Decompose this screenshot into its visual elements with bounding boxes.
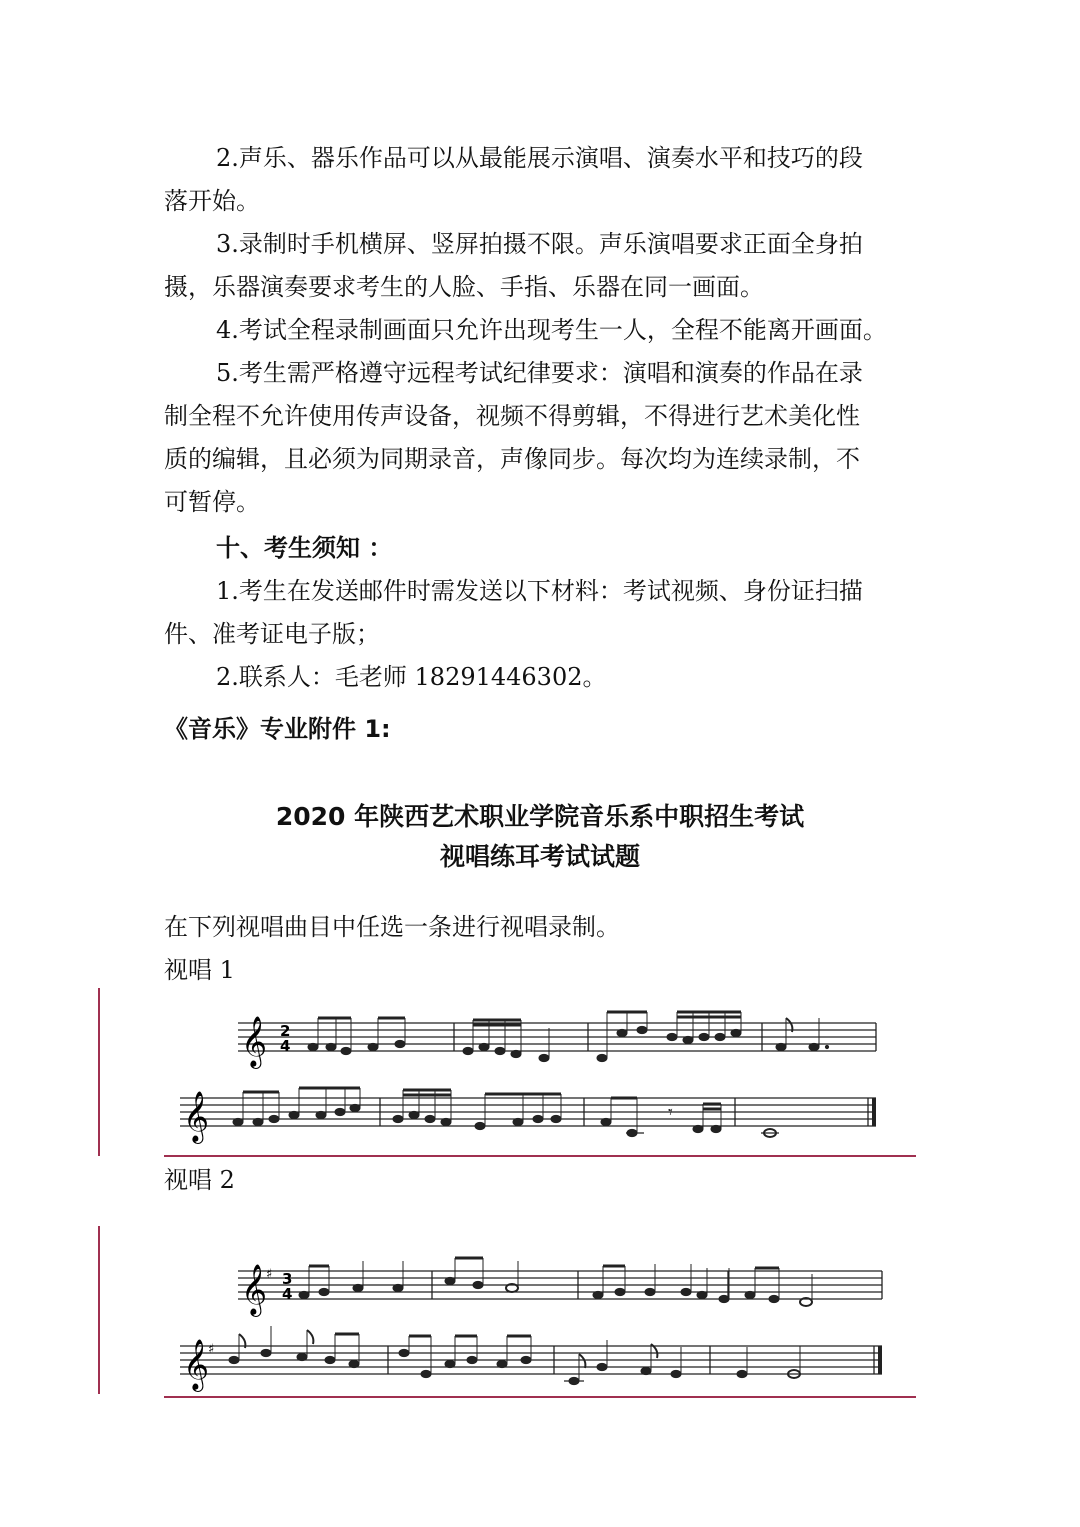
exam-title-line2: 视唱练耳考试试题 [439,842,640,871]
exercise-2-score [98,1226,918,1396]
exercise-2-label: 视唱 2 [164,1166,235,1194]
paragraph-5-line4: 可暂停。 [164,488,260,516]
exercise-1-label: 视唱 1 [164,956,235,984]
exercise-2-bottom-rule [164,1396,916,1398]
exercise-1-score [98,988,918,1158]
eighth-rest-icon: 𝄾 [668,1102,673,1123]
treble-clef-icon: 𝄞 [183,1339,210,1390]
time-signature-top: 3 [282,1270,293,1288]
paragraph-2-line1: 2.声乐、器乐作品可以从最能展示演唱、演奏水平和技巧的段 [216,144,863,172]
paragraph-3-line2: 摄，乐器演奏要求考生的人脸、手指、乐器在同一画面。 [164,273,764,301]
sharp-icon: ♯ [266,1267,273,1282]
exercise-1-staff-2 [180,1098,876,1126]
exercise-2-margin-rule [98,1226,100,1394]
sharp-icon: ♯ [208,1342,215,1357]
time-signature-bottom: 4 [282,1285,293,1303]
paragraph-4: 4.考试全程录制画面只允许出现考生一人，全程不能离开画面。 [216,316,887,344]
treble-clef-icon: 𝄞 [241,1264,268,1315]
paragraph-5-line1: 5.考生需严格遵守远程考试纪律要求：演唱和演奏的作品在录 [216,359,863,387]
paragraph-5-line3: 质的编辑，且必须为同期录音，声像同步。每次均为连续录制，不 [164,445,860,473]
notice-item-1-line1: 1.考生在发送邮件时需发送以下材料：考试视频、身份证扫描 [216,577,863,605]
exam-title-line1: 2020 年陕西艺术职业学院音乐系中职招生考试 [275,802,805,831]
paragraph-5-line2: 制全程不允许使用传声设备，视频不得剪辑，不得进行艺术美化性 [164,402,860,430]
notice-item-2: 2.联系人：毛老师 18291446302。 [216,663,607,691]
exercise-2-staff-1 [238,1271,882,1299]
time-signature-top: 2 [280,1022,291,1040]
exercise-1-staff-svg [98,988,918,1158]
treble-clef-icon: 𝄞 [241,1016,268,1067]
instruction-text: 在下列视唱曲目中任选一条进行视唱录制。 [164,913,620,941]
paragraph-2-line2: 落开始。 [164,187,260,215]
section-heading: 十、考生须知 ： [216,534,393,562]
exercise-2-staff-svg [98,1226,918,1396]
notice-item-1-line2: 件、准考证电子版； [164,620,380,648]
attachment-label: 《音乐》专业附件 1: [164,715,391,743]
exercise-1-bottom-rule [164,1155,916,1157]
exercise-1-margin-rule [98,988,100,1156]
paragraph-3-line1: 3.录制时手机横屏、竖屏拍摄不限。声乐演唱要求正面全身拍 [216,230,863,258]
time-signature-bottom: 4 [280,1037,291,1055]
exercise-2-notes-staff-2 [229,1326,800,1385]
treble-clef-icon: 𝄞 [183,1091,210,1142]
